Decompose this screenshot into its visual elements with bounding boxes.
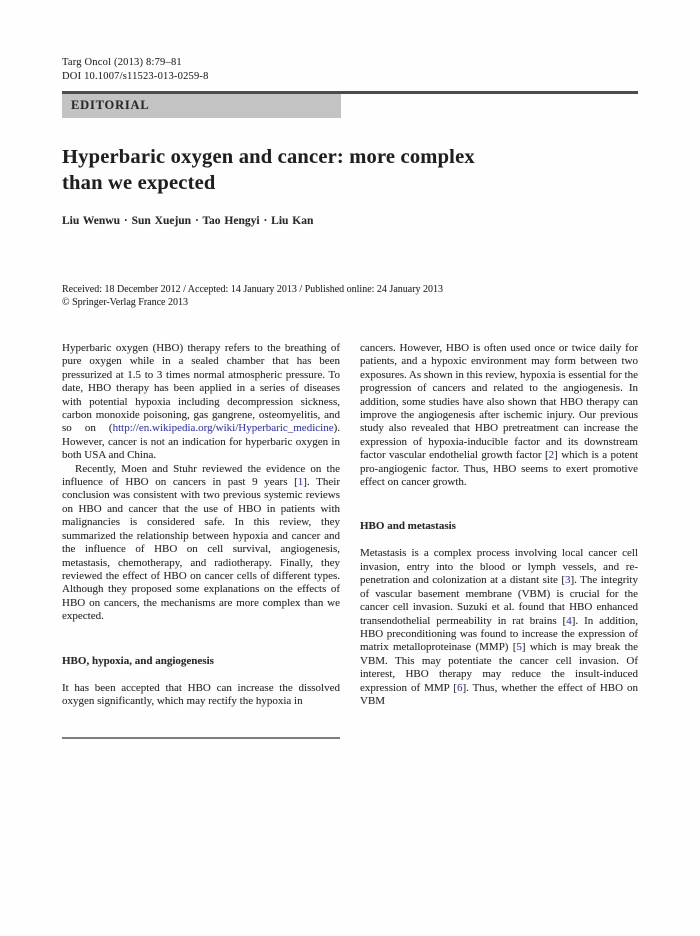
paragraph-text: ]. The integrity of vascular basement membrane (VBM) is crucial for the cancer cell invasion. Suzuki et al. found that HBO enhanced transendothelial permeability in rat brains [ — [360, 574, 638, 627]
paragraph-intro — [62, 342, 340, 463]
article-history — [62, 283, 638, 309]
reference-1-link[interactable]: 1 — [297, 476, 304, 489]
section-heading-hbo-metastasis: HBO and metastasis — [360, 520, 456, 533]
paragraph-text: ] which is may break the VBM. This may potentiate the cancer cell invasion. Of interest, HBO therapy may reduce the insult-induced expression of MMP [ — [360, 641, 639, 694]
paragraph-text: ]. Thus, whether the effect of HBO on VBM — [360, 681, 638, 707]
reference-3-link[interactable]: 3 — [565, 574, 571, 587]
paragraph-text: ). However, cancer is not an indication for hyperbaric oxygen in both USA and China. — [62, 422, 340, 462]
paragraph-text: Recently, Moen and Stuhr reviewed the evidence on the influence of HBO on cancers in past 9 years [ — [62, 462, 340, 489]
copyright-line: © Springer-Verlag France 2013 — [62, 297, 188, 308]
section-heading-hbo-hypoxia-angiogenesis: HBO, hypoxia, and angiogenesis — [62, 654, 214, 667]
paragraph-text: ]. Their conclusion was consistent with two previous systemic reviews on HBO and cancer that the use of HBO in patients with malignancies is considered safe. In this review, they summarized the relationship between hypoxia and cancer and the influence of HBO on cell survival, angiogenesis, metastasis, chemotherapy, and radiotherapy. Finally, they reviewed the effect of HBO on cancer cells of different types. Although they proposed some explanations on the effects of HBO on cancers, the mechanisms are more complex than we expected. — [62, 476, 340, 623]
paragraph-angiogenesis-continued — [360, 342, 638, 489]
two-column-body — [62, 342, 638, 746]
paragraph-metastasis — [360, 547, 638, 708]
footnote-rule — [62, 737, 340, 739]
reference-4-link[interactable]: 4 — [566, 614, 572, 627]
paragraph-text: ]. In addition, HBO preconditioning was found to increase the expression of matrix metalloproteinase (MMP) [ — [360, 614, 638, 654]
paragraph-text: Metastasis is a complex process involving local cancer cell invasion, entry into the blood or lymph vessels, and re-penetration and colonization at a distant site [ — [360, 547, 638, 587]
left-column — [62, 342, 340, 746]
journal-citation: Targ Oncol (2013) 8:79–81 — [62, 57, 182, 68]
paragraph-angiogenesis-start: It has been accepted that HBO can increase the dissolved oxygen significantly, which may rectify the hypoxia in — [62, 681, 340, 707]
reference-6-link[interactable]: 6 — [456, 681, 463, 694]
reference-2-link[interactable]: 2 — [548, 449, 555, 462]
wikipedia-hyperbaric-medicine-link[interactable]: http://en.wikipedia.org/wiki/Hyperbaric_medicine — [112, 422, 334, 435]
article-title-line1: Hyperbaric oxygen and cancer: more complex — [62, 146, 475, 168]
paragraph-review-summary — [62, 463, 340, 624]
received-accepted-published-line: Received: 18 December 2012 / Accepted: 14 January 2013 / Published online: 24 January 2013 — [62, 284, 444, 295]
doi-line: DOI 10.1007/s11523-013-0259-8 — [62, 70, 209, 82]
paragraph-text: Hyperbaric oxygen (HBO) therapy refers to the breathing of pure oxygen while in a sealed chamber that has been pressurized at 1.5 to 3 times normal atmospheric pressure. To date, HBO therapy has been applied in a series of diseases with potential hypoxia including decompression sickness, carbon monoxide poisoning, gas gangrene, osteomyelitis, and so on ( — [62, 342, 340, 435]
article-type-banner — [62, 91, 638, 118]
reference-5-link[interactable]: 5 — [516, 641, 522, 654]
page-content — [62, 56, 638, 746]
right-column — [360, 342, 638, 746]
paragraph-text: cancers. However, HBO is often used once or twice daily for patients, and a hypoxic environment may form between two exposures. As shown in this review, hypoxia is essential for the progression of cancers and related to the angiogenesis. In addition, some studies have also shown that HBO therapy can improve the angiogenesis after ischemic injury. Our previous study also revealed that HBO pretreatment can increase the expression of hypoxia-inducible factor and its downstream factor vascular endothelial growth factor [ — [360, 342, 638, 462]
article-title-line2: than we expected — [62, 172, 216, 194]
publication-info — [62, 56, 638, 83]
authors-line: Liu Wenwu · Sun Xuejun · Tao Hengyi · Liu Kan — [62, 215, 314, 227]
article-type-box — [62, 94, 341, 118]
article-title — [62, 144, 638, 196]
article-type-label: EDITORIAL — [71, 98, 150, 112]
paragraph-text: ] which is a potent pro-angiogenic factor. Thus, HBO seems to exert promotive effect on cancer growth. — [360, 449, 638, 489]
